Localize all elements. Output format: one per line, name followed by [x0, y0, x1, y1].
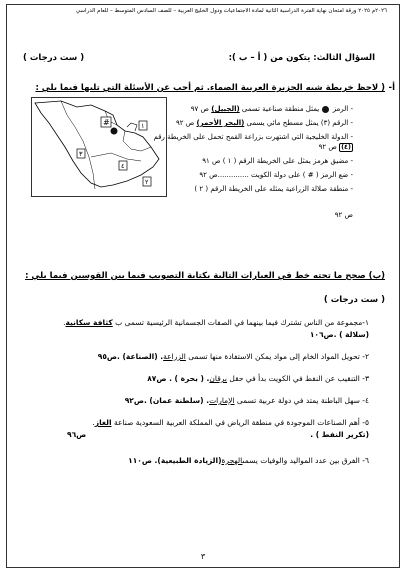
map-item-1: - الرمز يمثل منطقة صناعية تسمى (الجبيل) ص ٩٧	[190, 105, 353, 113]
page-header: ٢٠٢٦م ٢٠٢٥ ورقة امتحان نهاية الفترة الدراسية الثانية لمادة الاجتماعيات ودول الخليج العربية – للصف السادس المتوسط – للعام الدراسي	[75, 8, 387, 14]
map-number-4: ٤	[121, 162, 125, 170]
correction-item-1-answer: (سلالة ) .ص١٠٦	[309, 330, 369, 339]
filled-circle-icon	[322, 106, 329, 113]
part-b-marks: ( ست درجات )	[323, 295, 385, 305]
map-symbol-kuwait: #	[103, 118, 110, 127]
correction-item-5: ٥- أهم الصناعات الموجودة في منطقة الرياض في المملكة العربية السعودية صناعة الغاز.	[92, 418, 369, 427]
question-title: السؤال الثالث: يتكون من ( أ – ب ):	[228, 53, 375, 63]
map-number-2: ٢	[145, 178, 149, 186]
correction-item-4: ٤- سهل الباطنة يمتد في دولة عربية تسمى الإمارات. (سلطنة عمان) .ص٩٢	[124, 396, 369, 405]
map-item-3-answer: (٤) ص ٩٢	[318, 143, 351, 151]
map-dot-jubail	[111, 128, 118, 135]
part-a-letter: أ-	[388, 83, 395, 93]
question-marks: ( ست درجات )	[23, 53, 85, 63]
map-number-1: ١	[141, 122, 145, 130]
part-b-title: (ب) صحح ما تحته خط في العبارات التالية بكتابة التصويب فيما بين القوسين فيما يلي :	[25, 271, 385, 281]
exam-page	[6, 4, 400, 568]
correction-item-3: ٣- التنقيب عن النفط في الكويت بدأ في حقل برقان. ( بحرة ) . ص٨٧	[147, 374, 369, 383]
correction-item-2: ٢- تحويل المواد الخام إلى مواد يمكن الاستفادة منها تسمى الزراعة. (الصناعة) .ص٩٥	[97, 352, 369, 361]
map-item-3: - الدولة الخليجية التي اشتهرت بزراعة القمح تحمل على الخريطة رقم	[153, 133, 353, 141]
correction-item-1: ١-مجموعة من الناس تشترك فيما بينهما في الصفات الجسمانية الرئيسية تسمى ب كثافة سكانية.	[63, 318, 369, 327]
map-item-6: - منطقة صلالة الزراعية يمثله على الخريطة الرقم ( ٢ )	[194, 185, 353, 193]
map-item-4: - مضيق هرمز يمثل على الخريطة الرقم ( ١ ) ص ٩١	[202, 157, 353, 165]
map-number-3: ٣	[79, 150, 83, 158]
part-a-instruction: ( لاحظ خريطة شبه الجزيرة العربية الصماء. ثم أجب عن الأسئلة التي تليها فيما يلي :	[35, 83, 385, 93]
map-item-2: - الرقم (٣) يمثل مسطح مائي يسمى (البحر الأحمر) ص ٩٢	[176, 119, 353, 127]
arabian-peninsula-map	[31, 97, 167, 197]
page-number: ٣	[200, 552, 206, 561]
correction-item-6: ٦- الفرق بين عدد المواليد والوفيات يسمىالهجرة(الزيادة الطبيعية). ص١١٠	[128, 456, 369, 465]
correction-item-5-answer: (تكرير النفط ) . ص٩٦	[67, 430, 369, 439]
map-item-6-page: ص ٩٢	[334, 211, 353, 219]
map-item-5: - ضع الرمز ( # ) على دولة الكويت ..............ص ٩٢	[199, 171, 353, 179]
